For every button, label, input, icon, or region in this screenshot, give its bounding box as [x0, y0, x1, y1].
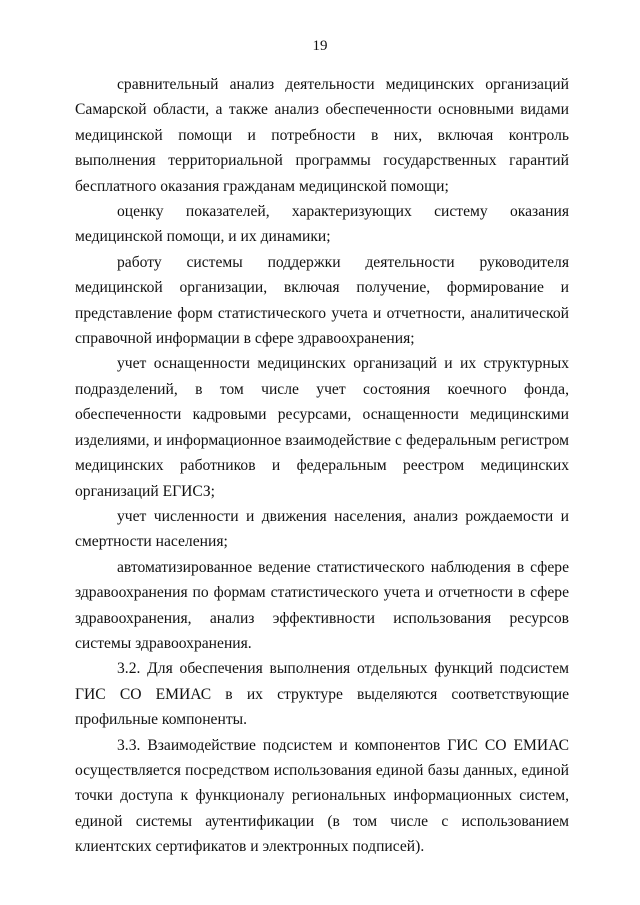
paragraph-statistical-observation: автоматизированное ведение статистического наблюдения в сфере здравоохранения по формам статистического учета и отчетности в сфере здравоохранения, анализ эффективности использования ресурсов системы здравоохранения.: [75, 558, 569, 652]
page-number: 19: [312, 38, 328, 54]
paragraph-section-3-2: 3.2. Для обеспечения выполнения отдельных функций подсистем ГИС СО ЕМИАС в их структуре выделяются соответствующие профильные компоненты.: [75, 660, 569, 729]
paragraph-equipment-accounting: учет оснащенности медицинских организаций и их структурных подразделений, в том числе учет состояния коечного фонда, обеспеченности кадровыми ресурсами, оснащенности медицинскими изделиями, и информационное взаимодействие с федеральным регистром медицинских работников и федеральным реестром медицинских организаций ЕГИСЗ;: [75, 355, 569, 500]
paragraph-population-accounting: учет численности и движения населения, анализ рождаемости и смертности населения;: [75, 507, 569, 551]
paragraph-support-system: работу системы поддержки деятельности руководителя медицинской организации, включая получение, формирование и представление форм статистического учета и отчетности, аналитической справочной информации в сфере здравоохранения;: [75, 253, 569, 348]
paragraph-indicators-assessment: оценку показателей, характеризующих систему оказания медицинской помощи, и их динамики;: [75, 203, 569, 246]
paragraph-comparative-analysis: сравнительный анализ деятельности медицинских организаций Самарской области, а также анализ обеспеченности основными видами медицинской помощи и потребности в них, включая контроль выполнения территориальной программы государственных гарантий бесплатного оказания гражданам медицинской помощи;: [75, 76, 569, 195]
paragraph-section-3-3: 3.3. Взаимодействие подсистем и компонентов ГИС СО ЕМИАС осуществляется посредством использования единой базы данных, единой точки доступа к функционалу региональных информационных систем, единой системы аутентификации (в том числе с использованием клиентских сертификатов и электронных подписей).: [75, 736, 569, 856]
document-body: [75, 72, 569, 860]
